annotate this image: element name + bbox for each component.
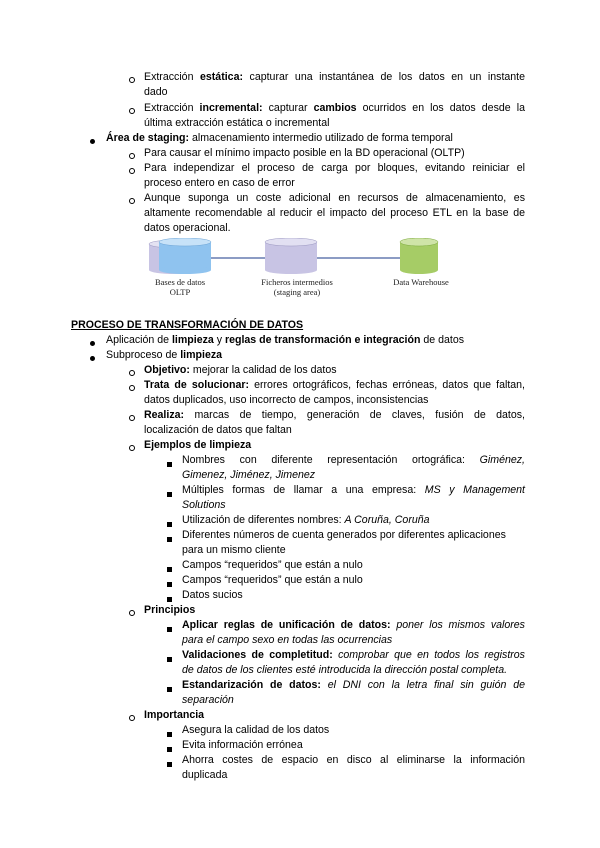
static-extraction-line2: dado: [144, 86, 168, 98]
importance-title: Importancia: [144, 709, 205, 721]
principle-2-line2: de datos de los clientes esté introducida la dirección postal completa.: [182, 664, 508, 676]
circle-bullet-icon: [129, 164, 135, 179]
square-bullet-icon: [167, 532, 172, 547]
staging-item-2-line2: proceso entero en caso de error: [144, 177, 295, 189]
example-5: Campos “requeridos” que están a nulo: [182, 559, 363, 571]
data-warehouse-label: Data Warehouse: [393, 277, 449, 287]
performs-line1: Realiza: marcas de tiempo, generación de claves, fusión de datos,: [144, 409, 525, 421]
example-2-line2: Solutions: [182, 499, 226, 511]
square-bullet-icon: [167, 457, 172, 472]
incremental-extraction-line1: Extracción incremental: capturar cambios ocurridos en los datos desde la: [144, 102, 525, 114]
principle-1-line1: Aplicar reglas de unificación de datos: poner los mismos valores: [182, 619, 525, 631]
square-bullet-icon: [167, 727, 172, 742]
performs-line2: localización de datos que faltan: [144, 424, 292, 436]
staging-files-icon: [265, 238, 317, 274]
data-warehouse-icon: [400, 238, 438, 274]
staging-line: Área de staging: almacenamiento intermedio utilizado de forma temporal: [106, 132, 453, 144]
square-bullet-icon: [167, 487, 172, 502]
incremental-extraction-line2: última extracción estática o incremental: [144, 117, 330, 129]
importance-3-line2: duplicada: [182, 769, 228, 781]
circle-bullet-icon: [129, 366, 135, 381]
circle-bullet-icon: [129, 411, 135, 426]
solves-line2: datos duplicados, uso incorrecto de campos, inconsistencias: [144, 394, 429, 406]
oltp-label: Bases de datos OLTP: [154, 277, 206, 297]
principle-2-line1: Validaciones de completitud: comprobar que en todos los registros: [182, 649, 525, 661]
circle-bullet-icon: [129, 711, 135, 726]
solves-line1: Trata de solucionar: errores ortográficos, fechas erróneas, datos que faltan,: [144, 379, 525, 391]
importance-2: Evita información errónea: [182, 739, 303, 751]
circle-bullet-icon: [129, 104, 135, 119]
circle-bullet-icon: [129, 441, 135, 456]
example-7: Datos sucios: [182, 589, 243, 601]
section-heading: PROCESO DE TRANSFORMACIÓN DE DATOS: [71, 319, 304, 331]
objective-line: Objetivo: mejorar la calidad de los datos: [144, 364, 337, 376]
example-3: Utilización de diferentes nombres: A Coruña, Coruña: [182, 514, 430, 526]
principle-3-line2: separación: [182, 694, 234, 706]
square-bullet-icon: [167, 742, 172, 757]
circle-bullet-icon: [129, 606, 135, 621]
etl-diagram: [145, 238, 475, 308]
circle-bullet-icon: [129, 149, 135, 164]
staging-area-label: Ficheros intermedios (staging area): [261, 277, 333, 297]
square-bullet-icon: [167, 562, 172, 577]
example-4-line2: para un mismo cliente: [182, 544, 286, 556]
dot-bullet-icon: [90, 351, 95, 366]
square-bullet-icon: [167, 682, 172, 697]
principle-3-line1: Estandarización de datos: el DNI con la letra final sin guión de: [182, 679, 525, 691]
circle-bullet-icon: [129, 381, 135, 396]
importance-3-line1: Ahorra costes de espacio en disco al eliminarse la información: [182, 754, 525, 766]
example-4-line1: Diferentes números de cuenta generados por diferentes aplicaciones: [182, 529, 506, 541]
staging-item-3-line1: Aunque suponga un coste adicional en recursos de almacenamiento, es: [144, 192, 525, 204]
staging-item-3-line3: datos operacional.: [144, 222, 231, 234]
square-bullet-icon: [167, 517, 172, 532]
cleaning-subprocess-line: Subproceso de limpieza: [106, 349, 223, 361]
examples-title: Ejemplos de limpieza: [144, 439, 252, 451]
principle-1-line2: para el campo sexo en todas las ocurrencias: [182, 634, 393, 646]
staging-item-1: Para causar el mínimo impacto posible en la BD operacional (OLTP): [144, 147, 465, 159]
square-bullet-icon: [167, 652, 172, 667]
static-extraction-line1: Extracción estática: capturar una instantánea de los datos en un instante: [144, 71, 526, 83]
application-line: Aplicación de limpieza y reglas de transformación e integración de datos: [106, 334, 465, 346]
circle-bullet-icon: [129, 73, 135, 88]
staging-item-2-line1: Para independizar el proceso de carga por bloques, evitando reiniciar el: [144, 162, 525, 174]
dot-bullet-icon: [90, 134, 95, 149]
example-1-line2: Gimenez, Jiménez, Jimenez: [182, 469, 316, 481]
dot-bullet-icon: [90, 336, 95, 351]
importance-1: Asegura la calidad de los datos: [182, 724, 330, 736]
principles-title: Principios: [144, 604, 196, 616]
square-bullet-icon: [167, 577, 172, 592]
example-6: Campos “requeridos” que están a nulo: [182, 574, 363, 586]
example-1-line1: Nombres con diferente representación ortográfica: Giménez,: [182, 454, 525, 466]
square-bullet-icon: [167, 757, 172, 772]
example-2-line1: Múltiples formas de llamar a una empresa: MS y Management: [182, 484, 525, 496]
square-bullet-icon: [167, 622, 172, 637]
oltp-database-icon: [149, 238, 211, 274]
staging-item-3-line2: altamente recomendable al reducir el impacto del proceso ETL en la base de: [144, 207, 525, 219]
circle-bullet-icon: [129, 194, 135, 209]
